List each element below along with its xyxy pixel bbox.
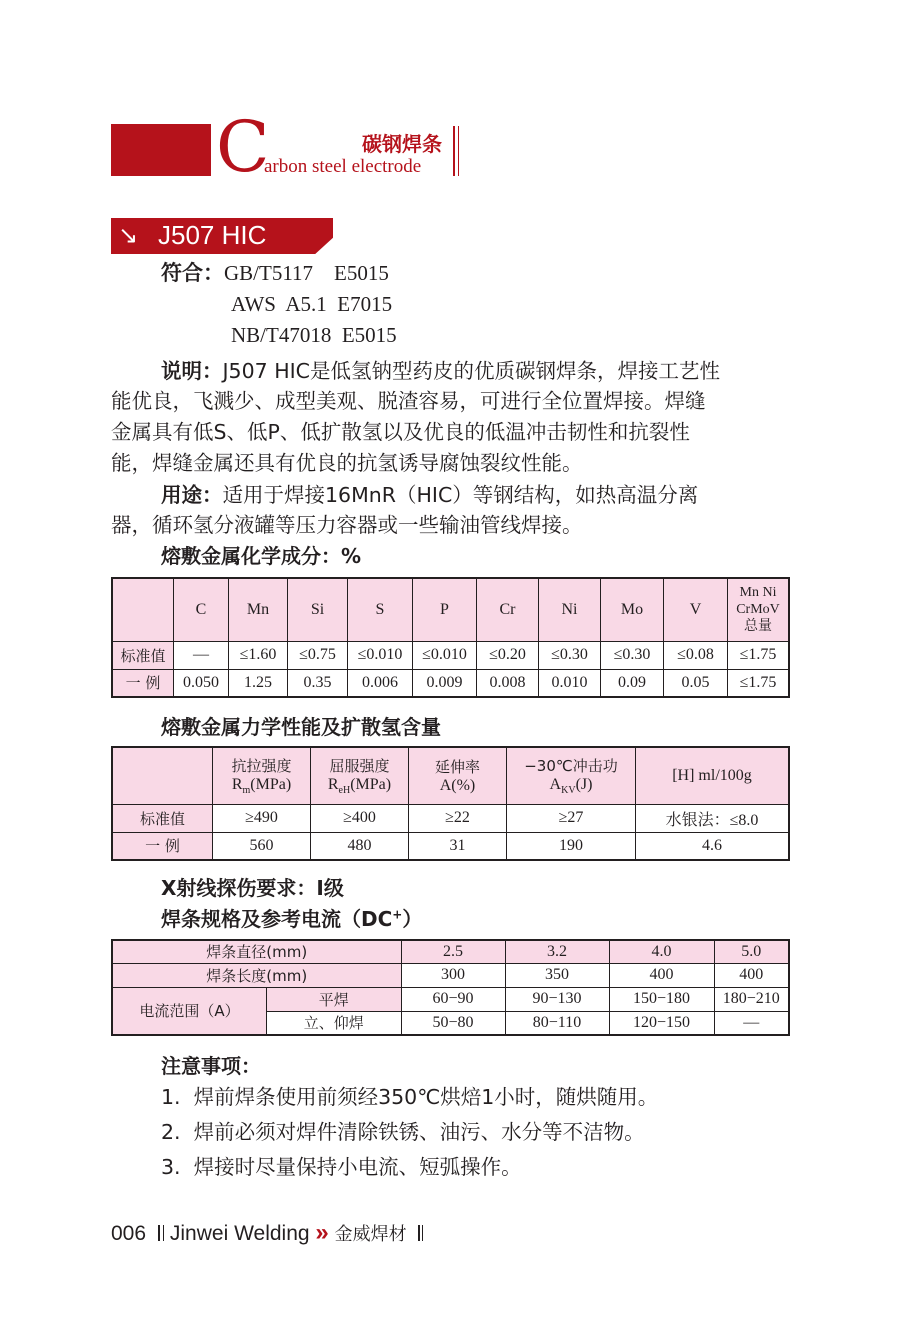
chem-heading: 熔敷金属化学成分：% bbox=[161, 544, 362, 568]
row-label: 一 例 bbox=[112, 669, 174, 697]
table-cell: ≤0.30 bbox=[539, 641, 601, 669]
usage-text: 器，循环氢分液罐等压力容器或一些输油管线焊接。 bbox=[111, 513, 583, 537]
table-cell: ≤1.75 bbox=[728, 669, 790, 697]
header-symbol: A(%) bbox=[439, 777, 476, 795]
table-cell: 1.25 bbox=[229, 669, 288, 697]
spec-heading-text: 焊条规格及参考电流（DC bbox=[161, 907, 393, 931]
header-line: Mn Ni bbox=[739, 585, 777, 601]
footer-brand: Jinwei Welding bbox=[169, 1222, 310, 1245]
table-row bbox=[112, 940, 789, 963]
table-cell: 400 bbox=[714, 963, 789, 987]
table-cell: ≤1.75 bbox=[728, 641, 790, 669]
table-cell: 150−180 bbox=[609, 987, 714, 1011]
header-subscript: KV bbox=[561, 785, 576, 797]
table-header-cell: Si bbox=[288, 578, 348, 641]
note-item: 2. 焊前必须对焊件清除铁锈、油污、水分等不洁物。 bbox=[161, 1120, 645, 1144]
table-cell: ≥400 bbox=[311, 804, 409, 832]
header-unit: (MPa) bbox=[350, 776, 392, 794]
footer-divider bbox=[418, 1225, 420, 1241]
row-sublabel: 立、仰焊 bbox=[267, 1011, 402, 1035]
table-cell: 120−150 bbox=[609, 1011, 714, 1035]
table-header-cell bbox=[311, 747, 409, 804]
standard-item: AWS A5.1 E7015 bbox=[231, 292, 393, 316]
standard-item: NB/T47018 E5015 bbox=[231, 323, 397, 347]
table-cell: 31 bbox=[409, 832, 507, 860]
table-cell: 60−90 bbox=[401, 987, 505, 1011]
table-cell: 0.05 bbox=[664, 669, 728, 697]
table-cell: 300 bbox=[401, 963, 505, 987]
table-cell: — bbox=[174, 641, 229, 669]
table-row bbox=[112, 832, 789, 860]
header-line: 屈服强度 bbox=[329, 757, 390, 776]
row-label: 标准值 bbox=[112, 804, 213, 832]
table-header-cell bbox=[213, 747, 311, 804]
table-cell: ≤0.75 bbox=[288, 641, 348, 669]
table-cell: 480 bbox=[311, 832, 409, 860]
table-cell: 180−210 bbox=[714, 987, 789, 1011]
table-header-row bbox=[112, 578, 789, 641]
table-header-cell: Mo bbox=[601, 578, 664, 641]
table-row bbox=[112, 963, 789, 987]
table-cell: 水银法：≤8.0 bbox=[636, 804, 790, 832]
table-cell: ≤0.08 bbox=[664, 641, 728, 669]
spec-heading-sup: + bbox=[392, 907, 403, 922]
table-header-cell: Mn bbox=[229, 578, 288, 641]
xray-requirement: X射线探伤要求：I级 bbox=[161, 876, 344, 900]
table-header-row bbox=[112, 747, 789, 804]
table-header-cell: V bbox=[664, 578, 728, 641]
header-line: 延伸率 bbox=[434, 758, 480, 777]
table-header-cell: C bbox=[174, 578, 229, 641]
usage-line bbox=[161, 480, 698, 510]
row-label: 电流范围（A） bbox=[112, 987, 267, 1035]
table-cell: 400 bbox=[609, 963, 714, 987]
table-cell: 0.050 bbox=[174, 669, 229, 697]
table-header-cell bbox=[112, 578, 174, 641]
header-line: 总量 bbox=[744, 618, 772, 635]
header-subscript: eH bbox=[338, 785, 351, 797]
table-header-cell bbox=[507, 747, 636, 804]
table-cell: 2.5 bbox=[401, 940, 505, 963]
table-cell: 0.35 bbox=[288, 669, 348, 697]
description-text: 金属具有低S、低P、低扩散氢以及优良的低温冲击韧性和抗裂性 bbox=[111, 420, 690, 444]
footer-divider-thin bbox=[422, 1225, 423, 1241]
description-text: 能，焊缝金属还具有优良的抗氢诱导腐蚀裂纹性能。 bbox=[111, 451, 583, 475]
table-cell: 0.010 bbox=[539, 669, 601, 697]
header-title-cn: 碳钢焊条 bbox=[362, 132, 442, 156]
row-label: 标准值 bbox=[112, 641, 174, 669]
header-divider bbox=[453, 126, 455, 176]
table-cell: 80−110 bbox=[505, 1011, 609, 1035]
table-header-cell bbox=[112, 747, 213, 804]
header-subscript: m bbox=[242, 785, 251, 797]
table-cell: — bbox=[714, 1011, 789, 1035]
note-item: 1. 焊前焊条使用前须经350℃烘焙1小时，随烘随用。 bbox=[161, 1085, 659, 1109]
description-line bbox=[161, 356, 720, 386]
header-color-block bbox=[111, 124, 211, 176]
row-sublabel: 平焊 bbox=[267, 987, 402, 1011]
footer bbox=[111, 1219, 423, 1247]
spec-heading bbox=[161, 903, 422, 932]
table-cell: 50−80 bbox=[401, 1011, 505, 1035]
table-header-cell: P bbox=[413, 578, 477, 641]
spec-table bbox=[111, 939, 790, 1036]
page-number: 006 bbox=[111, 1222, 147, 1245]
footer-brand-cn: 金威焊材 bbox=[334, 1224, 407, 1245]
table-cell: ≥27 bbox=[507, 804, 636, 832]
table-cell: 0.008 bbox=[477, 669, 539, 697]
table-cell: ≤0.20 bbox=[477, 641, 539, 669]
row-label: 焊条直径(mm) bbox=[112, 940, 401, 963]
table-cell: ≤0.010 bbox=[413, 641, 477, 669]
header-symbol: R bbox=[327, 776, 339, 794]
table-cell: 3.2 bbox=[505, 940, 609, 963]
header-line: −30℃冲击功 bbox=[524, 757, 618, 776]
row-label: 焊条长度(mm) bbox=[112, 963, 401, 987]
description-text: J507 HIC是低氢钠型药皮的优质碳钢焊条，焊接工艺性 bbox=[222, 359, 720, 383]
standards-line-1 bbox=[161, 258, 389, 288]
footer-divider bbox=[158, 1225, 160, 1241]
table-cell: 0.09 bbox=[601, 669, 664, 697]
table-header-cell: [H] ml/100g bbox=[636, 747, 790, 804]
table-cell: ≥490 bbox=[213, 804, 311, 832]
table-cell: ≤0.010 bbox=[348, 641, 413, 669]
header-unit: (J) bbox=[575, 776, 593, 794]
row-label: 一 例 bbox=[112, 832, 213, 860]
standards-label: 符合： bbox=[161, 261, 224, 285]
table-cell: 4.6 bbox=[636, 832, 790, 860]
table-row bbox=[112, 987, 789, 1011]
table-header-cell-total bbox=[728, 578, 790, 641]
table-cell: 0.009 bbox=[413, 669, 477, 697]
header-line: CrMoV bbox=[736, 602, 780, 618]
table-header-cell bbox=[409, 747, 507, 804]
header-divider-thin bbox=[458, 126, 459, 176]
table-row bbox=[112, 669, 789, 697]
spec-heading-end: ） bbox=[402, 907, 423, 931]
description-text: 能优良，飞溅少、成型美观、脱渣容易，可进行全位置焊接。焊缝 bbox=[111, 389, 706, 413]
table-cell: ≥22 bbox=[409, 804, 507, 832]
note-item: 3. 焊接时尽量保持小电流、短弧操作。 bbox=[161, 1155, 522, 1179]
header-symbol: A bbox=[549, 776, 562, 794]
usage-label: 用途： bbox=[161, 483, 223, 507]
product-name: J507 HIC bbox=[158, 220, 267, 250]
table-cell: 350 bbox=[505, 963, 609, 987]
table-cell: 90−130 bbox=[505, 987, 609, 1011]
table-cell: 560 bbox=[213, 832, 311, 860]
header-title-en: arbon steel electrode bbox=[264, 156, 422, 177]
header-symbol: R bbox=[231, 776, 243, 794]
table-cell: 4.0 bbox=[609, 940, 714, 963]
footer-divider-thin bbox=[163, 1225, 164, 1241]
table-cell: ≤1.60 bbox=[229, 641, 288, 669]
header-initial-letter: C bbox=[216, 106, 270, 188]
table-cell: 5.0 bbox=[714, 940, 789, 963]
table-header-cell: S bbox=[348, 578, 413, 641]
table-row bbox=[112, 804, 789, 832]
notes-heading: 注意事项： bbox=[161, 1054, 261, 1078]
header-line: 抗拉强度 bbox=[231, 757, 292, 776]
description-label: 说明： bbox=[161, 359, 223, 383]
table-cell: 190 bbox=[507, 832, 636, 860]
mech-table bbox=[111, 746, 790, 861]
chem-table bbox=[111, 577, 790, 698]
table-cell: ≤0.30 bbox=[601, 641, 664, 669]
table-header-cell: Ni bbox=[539, 578, 601, 641]
table-cell: 0.006 bbox=[348, 669, 413, 697]
table-header-cell: Cr bbox=[477, 578, 539, 641]
arrow-down-right-icon: ↘ bbox=[118, 221, 139, 249]
chevrons-icon: » bbox=[315, 1219, 329, 1246]
usage-text: 适用于焊接16MnR（HIC）等钢结构，如热高温分离 bbox=[222, 483, 699, 507]
table-row bbox=[112, 641, 789, 669]
standard-item: GB/T5117 E5015 bbox=[224, 261, 389, 285]
header-unit: (MPa) bbox=[250, 776, 292, 794]
mech-heading: 熔敷金属力学性能及扩散氢含量 bbox=[161, 715, 441, 739]
